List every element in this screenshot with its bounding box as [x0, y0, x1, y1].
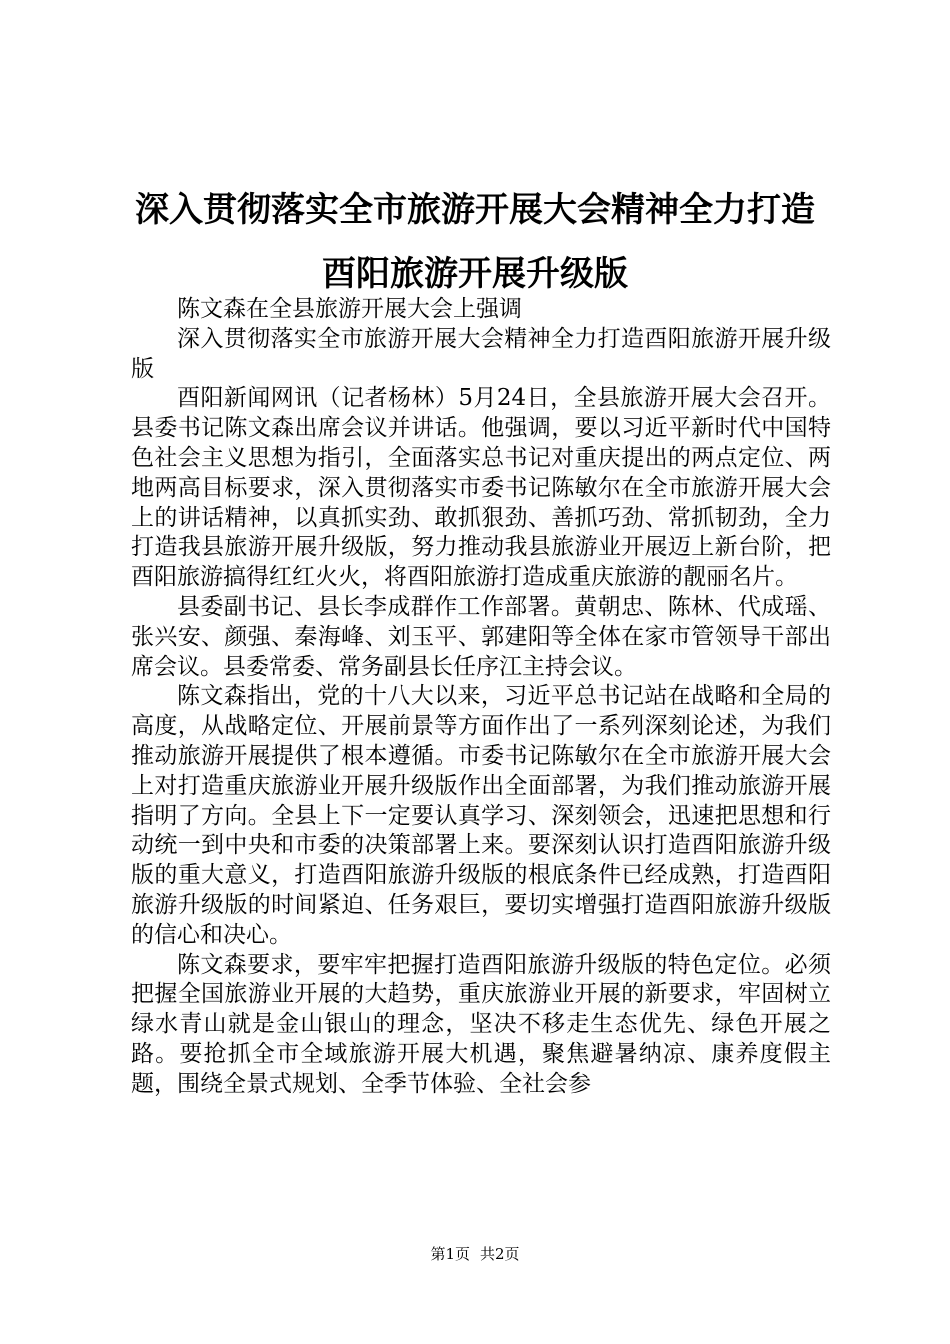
- headline-paragraph: 深入贯彻落实全市旅游开展大会精神全力打造酉阳旅游开展升级版: [131, 325, 831, 382]
- title-line-2: 酉阳旅游开展升级版: [322, 254, 628, 294]
- body-paragraph: 陈文森要求，要牢牢把握打造酉阳旅游升级版的特色定位。必须把握全国旅游业开展的大趋势，重庆旅游业开展的新要求，牢固树立绿水青山就是金山银山的理念，坚决不移走生态优先、绿色开展之路。要抢抓全市全域旅游开展大机遇，聚焦避暑纳凉、康养度假主题，围绕全景式规划、全季节体验、全社会参: [131, 951, 831, 1097]
- title-line-1: 深入贯彻落实全市旅游开展大会精神全力打造: [135, 190, 815, 230]
- body-paragraph: 县委副书记、县长李成群作工作部署。黄朝忠、陈林、代成瑶、张兴安、颜强、秦海峰、刘玉平、郭建阳等全体在家市管领导干部出席会议。县委常委、常务副县长任序江主持会议。: [131, 593, 831, 680]
- document-body: [131, 295, 831, 1100]
- body-paragraph: 陈文森指出，党的十八大以来，习近平总书记站在战略和全局的高度，从战略定位、开展前景等方面作出了一系列深刻论述，为我们推动旅游开展提供了根本遵循。市委书记陈敏尔在全市旅游开展大会上对打造重庆旅游业开展升级版作出全面部署，为我们推动旅游开展指明了方向。全县上下一定要认真学习、深刻领会，迅速把思想和行动统一到中央和市委的决策部署上来。要深刻认识打造酉阳旅游升级版的重大意义，打造酉阳旅游升级版的根底条件已经成熟，打造酉阳旅游升级版的时间紧迫、任务艰巨，要切实增强打造酉阳旅游升级版的信心和决心。: [131, 683, 831, 948]
- page-number-total: 共2页: [480, 1245, 520, 1263]
- page-footer: [0, 1244, 950, 1264]
- page-number-current: 第1页: [430, 1245, 470, 1263]
- subtitle-paragraph: 陈文森在全县旅游开展大会上强调: [177, 296, 522, 322]
- body-paragraph: 酉阳新闻网讯（记者杨林）5月24日，全县旅游开展大会召开。县委书记陈文森出席会议并讲话。他强调，要以习近平新时代中国特色社会主义思想为指引，全面落实总书记对重庆提出的两点定位、两地两高目标要求，深入贯彻落实市委书记陈敏尔在全市旅游开展大会上的讲话精神，以真抓实劲、敢抓狠劲、善抓巧劲、常抓韧劲，全力打造我县旅游开展升级版，努力推动我县旅游业开展迈上新台阶，把酉阳旅游搞得红红火火，将酉阳旅游打造成重庆旅游的靓丽名片。: [131, 385, 831, 591]
- document-title: [100, 178, 850, 306]
